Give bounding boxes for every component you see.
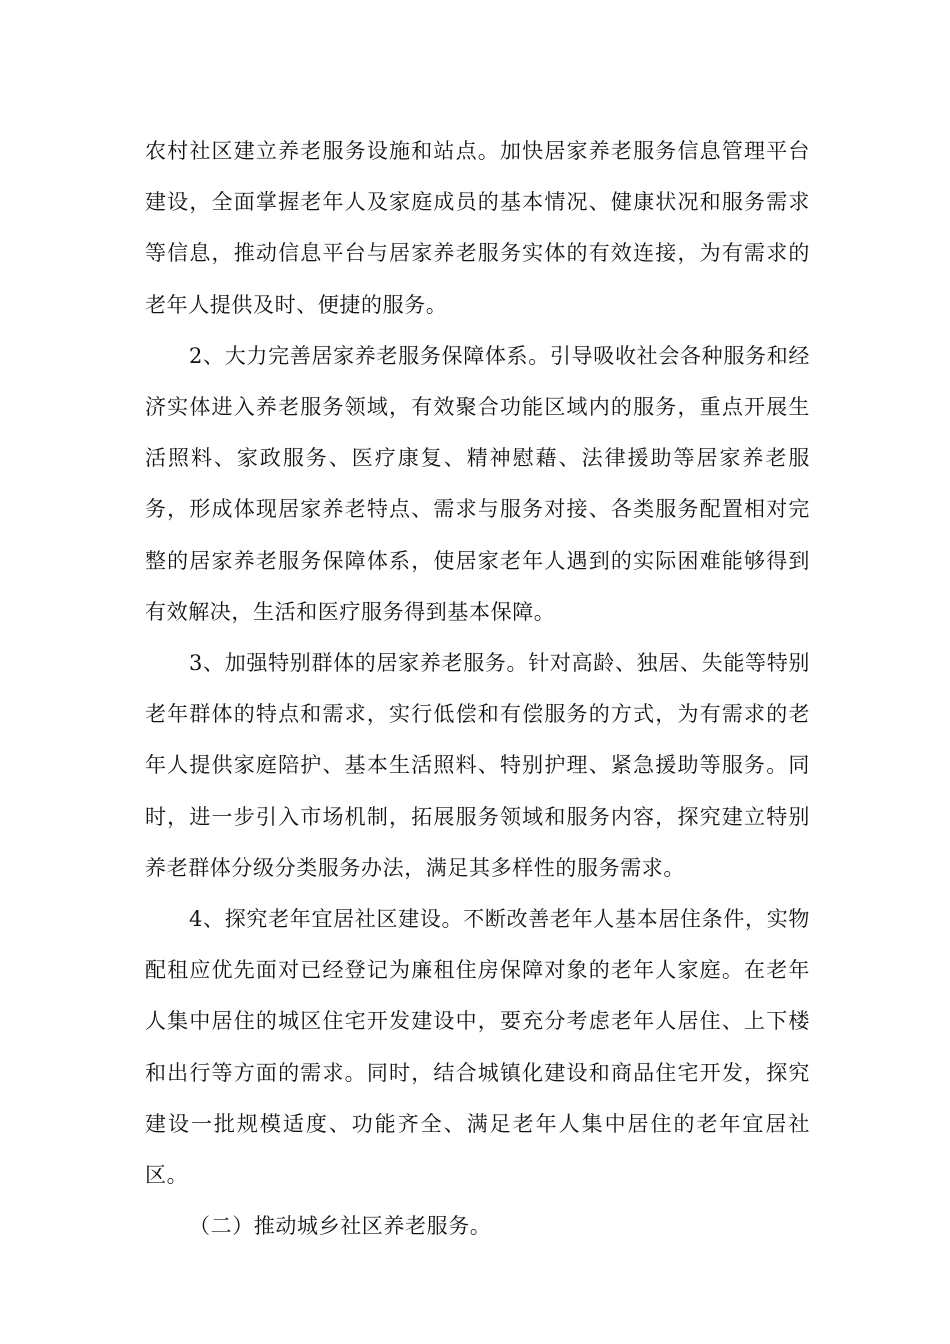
paragraph-item-2: 2、大力完善居家养老服务保障体系。引导吸收社会各种服务和经济实体进入养老服务领域，有效聚合功能区域内的服务，重点开展生活照料、家政服务、医疗康复、精神慰藉、法律援助等居家养老服务，形成体现居家养老特点、需求与服务对接、各类服务配置相对完整的居家养老服务保障体系，使居家老年人遇到的实际困难能够得到有效解决，生活和医疗服务得到基本保障。	[145, 343, 810, 624]
paragraph-item-4: 4、探究老年宜居社区建设。不断改善老年人基本居住条件，实物配租应优先面对已经登记为廉租住房保障对象的老年人家庭。在老年人集中居住的城区住宅开发建设中，要充分考虑老年人居住、上下楼和出行等方面的需求。同时，结合城镇化建设和商品住宅开发，探究建设一批规模适度、功能齐全、满足老年人集中居住的老年宜居社区。	[145, 907, 810, 1188]
paragraph-item-3: 3、加强特别群体的居家养老服务。针对高龄、独居、失能等特别老年群体的特点和需求，实行低偿和有偿服务的方式，为有需求的老年人提供家庭陪护、基本生活照料、特别护理、紧急援助等服务。同时，进一步引入市场机制，拓展服务领域和服务内容，探究建立特别养老群体分级分类服务办法，满足其多样性的服务需求。	[145, 651, 810, 880]
document-body	[145, 126, 810, 1252]
paragraph-continued: 农村社区建立养老服务设施和站点。加快居家养老服务信息管理平台建设，全面掌握老年人及家庭成员的基本情况、健康状况和服务需求等信息，推动信息平台与居家养老服务实体的有效连接，为有需求的老年人提供及时、便捷的服务。	[145, 139, 810, 317]
section-heading: （二）推动城乡社区养老服务。	[189, 1214, 492, 1239]
